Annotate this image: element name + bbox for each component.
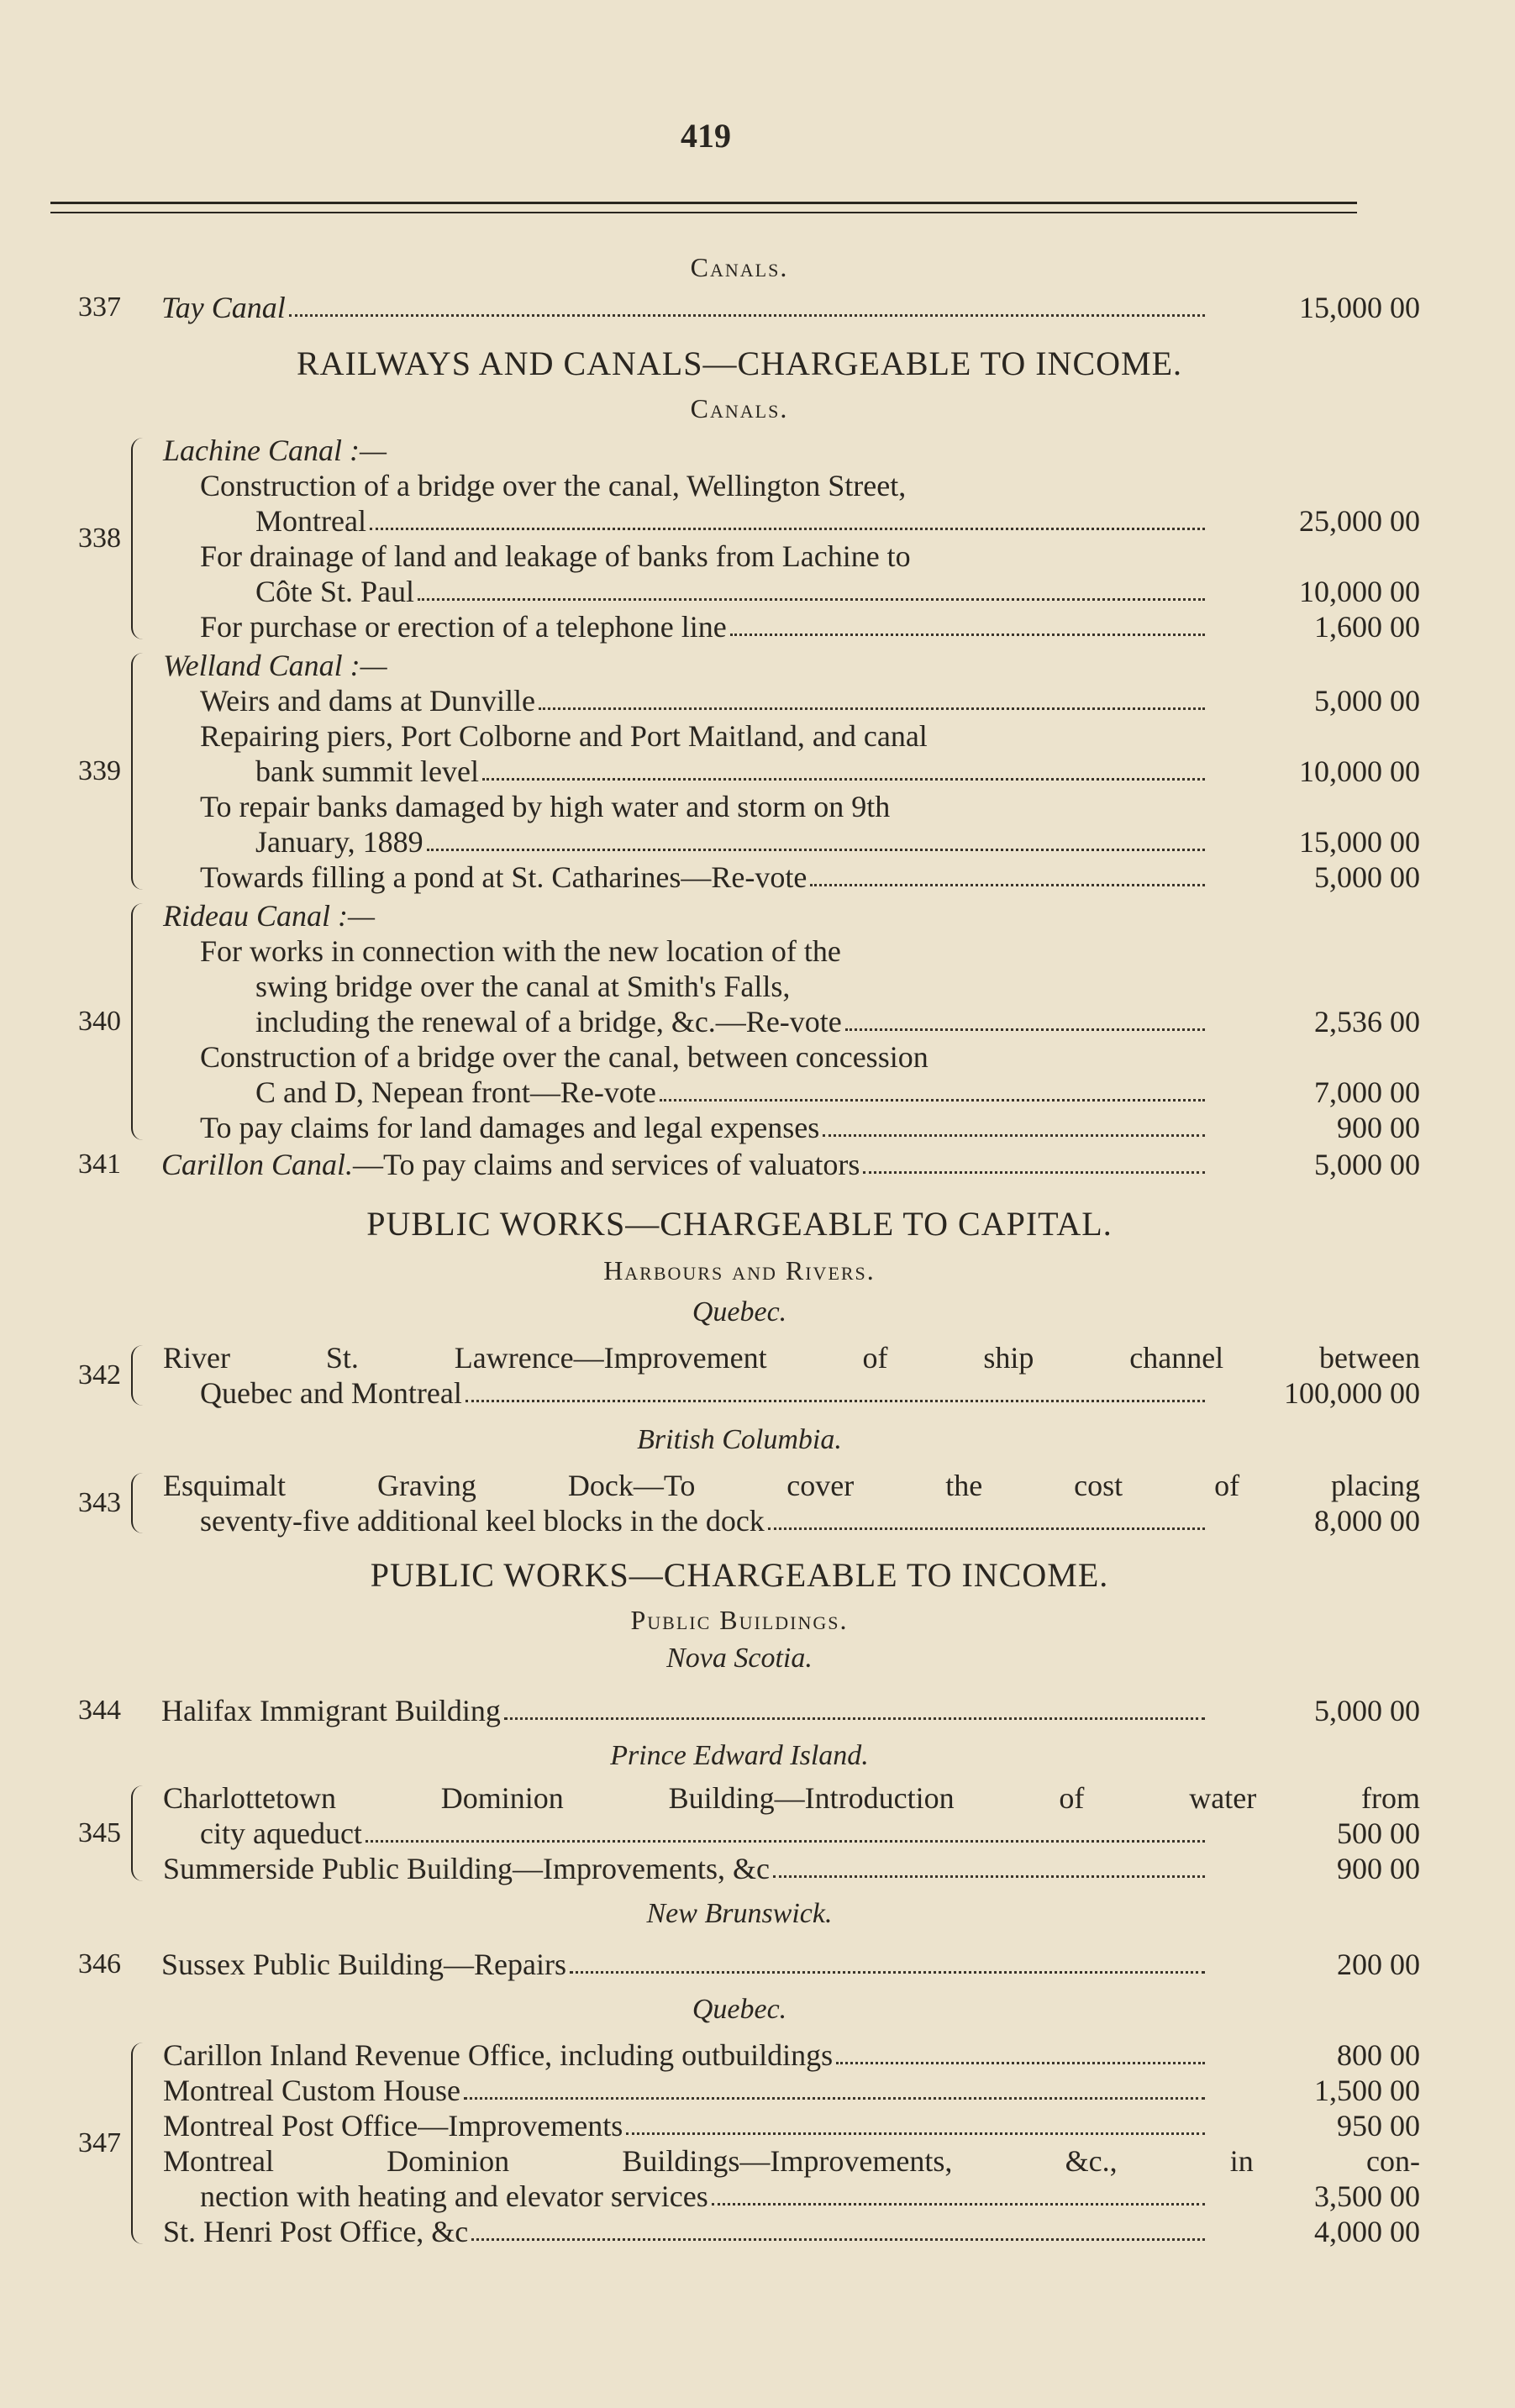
line-346 bbox=[161, 1947, 1420, 1982]
item-amount: 1,600 00 bbox=[1314, 610, 1420, 644]
group-title: Welland Canal :— bbox=[163, 649, 387, 682]
line-347-5 bbox=[163, 2214, 1420, 2249]
item-amount: 5,000 00 bbox=[1314, 860, 1420, 894]
header-rule bbox=[50, 202, 1357, 204]
line-340-1 bbox=[163, 1004, 1420, 1039]
item-amount: 500 00 bbox=[1337, 1817, 1420, 1850]
item-amount: 10,000 00 bbox=[1299, 575, 1420, 608]
line-339-3 bbox=[163, 824, 1420, 860]
line-text: For drainage of land and leakage of banks from Lachine to bbox=[200, 539, 911, 573]
line-text: River St. Lawrence—Improvement of ship channel between bbox=[163, 1341, 1420, 1375]
line-text: Côte St. Paul bbox=[255, 575, 415, 608]
item-amount: 5,000 00 bbox=[1314, 1694, 1420, 1727]
line-text: To repair banks damaged by high water and storm on 9th bbox=[200, 790, 891, 823]
item-label: Tay Canal bbox=[161, 291, 286, 324]
heading-public-works-income: PUBLIC WORKS—CHARGEABLE TO INCOME. bbox=[370, 1556, 1109, 1594]
line-344 bbox=[161, 1693, 1420, 1728]
item-number: 337 bbox=[78, 292, 121, 323]
line-text: Carillon Inland Revenue Office, including outbuildings bbox=[163, 2038, 834, 2072]
item-346 bbox=[59, 1947, 1420, 1982]
item-341 bbox=[59, 1147, 1420, 1182]
item-amount: 2,536 00 bbox=[1314, 1005, 1420, 1038]
line-text: nection with heating and elevator services bbox=[200, 2179, 708, 2213]
item-344 bbox=[59, 1693, 1420, 1728]
item-337 bbox=[59, 290, 1420, 325]
item-number: 342 bbox=[78, 1359, 121, 1391]
line-339-4 bbox=[163, 860, 1420, 895]
heading-harbours-rivers: Harbours and Rivers. bbox=[603, 1255, 876, 1285]
item-number: 343 bbox=[78, 1487, 121, 1518]
line-347-4 bbox=[163, 2179, 1420, 2214]
line-text: Montreal bbox=[255, 504, 366, 538]
subheading-new-brunswick: New Brunswick. bbox=[646, 1898, 833, 1929]
item-number: 341 bbox=[78, 1149, 121, 1180]
subheading-british-columbia: British Columbia. bbox=[637, 1424, 842, 1455]
line-340-3 bbox=[163, 1110, 1420, 1145]
line-text: Summerside Public Building—Improvements, &c bbox=[163, 1852, 770, 1885]
group-title: Rideau Canal :— bbox=[163, 899, 375, 933]
item-342 bbox=[59, 1340, 1420, 1411]
line-text: bank summit level bbox=[255, 754, 479, 788]
line-text: To pay claims for land damages and legal expenses bbox=[200, 1111, 820, 1144]
heading-public-works-capital: PUBLIC WORKS—CHARGEABLE TO CAPITAL. bbox=[366, 1205, 1113, 1243]
line-text: Montreal Post Office—Improvements bbox=[163, 2109, 623, 2142]
subheading-pei: Prince Edward Island. bbox=[610, 1740, 869, 1771]
line-text: C and D, Nepean front—Re-vote bbox=[255, 1075, 656, 1109]
item-amount: 3,500 00 bbox=[1314, 2179, 1420, 2213]
item-amount: 8,000 00 bbox=[1314, 1504, 1420, 1538]
line-338-2 bbox=[163, 574, 1420, 609]
item-amount: 15,000 00 bbox=[1299, 291, 1420, 324]
line-347-1 bbox=[163, 2037, 1420, 2073]
group-345 bbox=[59, 1780, 1420, 1886]
line-text: Montreal Custom House bbox=[163, 2074, 460, 2107]
line-text: Repairing piers, Port Colborne and Port Maitland, and canal bbox=[200, 719, 928, 753]
line-text: city aqueduct bbox=[200, 1817, 362, 1850]
item-amount: 900 00 bbox=[1337, 1852, 1420, 1885]
line-345-1 bbox=[163, 1816, 1420, 1851]
heading-railways-income: RAILWAYS AND CANALS—CHARGEABLE TO INCOME. bbox=[296, 344, 1183, 382]
line-text: Montreal Dominion Buildings—Improvements, &c., in con- bbox=[163, 2144, 1420, 2178]
line-text: St. Henri Post Office, &c bbox=[163, 2215, 469, 2248]
line-text: seventy-five additional keel blocks in the dock bbox=[200, 1504, 765, 1538]
line-text: including the renewal of a bridge, &c.—Re-vote bbox=[255, 1005, 842, 1038]
subheading-quebec: Quebec. bbox=[692, 1296, 787, 1328]
line-text: Towards filling a pond at St. Catharines—Re-vote bbox=[200, 860, 807, 894]
header-rule-thin bbox=[50, 212, 1357, 213]
heading-canals-2: Canals. bbox=[690, 393, 789, 423]
subheading-nova-scotia: Nova Scotia. bbox=[666, 1643, 813, 1674]
line-text: Charlottetown Dominion Building—Introduction of water from bbox=[163, 1781, 1420, 1815]
item-number: 340 bbox=[78, 1006, 121, 1037]
item-343 bbox=[59, 1468, 1420, 1538]
item-label: Halifax Immigrant Building bbox=[161, 1694, 501, 1727]
line-341 bbox=[161, 1147, 1420, 1182]
line-345-2 bbox=[163, 1851, 1420, 1886]
item-label: —To pay claims and services of valuators bbox=[353, 1148, 860, 1181]
group-title: Lachine Canal :— bbox=[163, 434, 387, 467]
item-amount: 10,000 00 bbox=[1299, 754, 1420, 788]
item-number: 338 bbox=[78, 523, 121, 554]
heading-public-buildings: Public Buildings. bbox=[630, 1605, 849, 1635]
line-338-3 bbox=[163, 609, 1420, 644]
line-339-1 bbox=[163, 683, 1420, 718]
item-amount: 900 00 bbox=[1337, 1111, 1420, 1144]
item-amount: 7,000 00 bbox=[1314, 1075, 1420, 1109]
line-340-2 bbox=[163, 1075, 1420, 1110]
group-340 bbox=[59, 898, 1420, 1145]
line-338-1 bbox=[163, 503, 1420, 539]
item-amount: 5,000 00 bbox=[1314, 684, 1420, 718]
item-amount: 200 00 bbox=[1337, 1948, 1420, 1981]
group-339 bbox=[59, 648, 1420, 895]
item-number: 345 bbox=[78, 1817, 121, 1848]
group-338 bbox=[59, 433, 1420, 644]
group-347 bbox=[59, 2037, 1420, 2249]
item-amount: 4,000 00 bbox=[1314, 2215, 1420, 2248]
line-347-3 bbox=[163, 2108, 1420, 2143]
item-amount: 1,500 00 bbox=[1314, 2074, 1420, 2107]
heading-canals: Canals. bbox=[690, 252, 789, 282]
line-text: Quebec and Montreal bbox=[200, 1376, 462, 1410]
estimates-content bbox=[59, 252, 1420, 2249]
item-label: Sussex Public Building—Repairs bbox=[161, 1948, 567, 1981]
line-343 bbox=[163, 1503, 1420, 1538]
item-amount: 100,000 00 bbox=[1284, 1376, 1420, 1410]
item-number: 339 bbox=[78, 755, 121, 786]
page-number: 419 bbox=[681, 117, 731, 155]
item-number: 347 bbox=[78, 2127, 121, 2158]
item-amount: 15,000 00 bbox=[1299, 825, 1420, 859]
item-number: 346 bbox=[78, 1948, 121, 1980]
line-text: Esquimalt Graving Dock—To cover the cost of placing bbox=[163, 1469, 1420, 1502]
item-amount: 800 00 bbox=[1337, 2038, 1420, 2072]
subheading-quebec-2: Quebec. bbox=[692, 1994, 787, 2025]
line-337 bbox=[161, 290, 1420, 325]
item-amount: 25,000 00 bbox=[1299, 504, 1420, 538]
line-text: Construction of a bridge over the canal, Wellington Street, bbox=[200, 469, 907, 502]
line-text: Construction of a bridge over the canal, between concession bbox=[200, 1040, 928, 1074]
item-label-italic: Carillon Canal. bbox=[161, 1148, 354, 1181]
line-text: For purchase or erection of a telephone line bbox=[200, 610, 727, 644]
line-text: swing bridge over the canal at Smith's Falls, bbox=[255, 970, 791, 1003]
item-amount: 5,000 00 bbox=[1314, 1148, 1420, 1181]
line-342 bbox=[163, 1375, 1420, 1411]
line-text: For works in connection with the new location of the bbox=[200, 934, 841, 968]
line-339-2 bbox=[163, 754, 1420, 789]
item-amount: 950 00 bbox=[1337, 2109, 1420, 2142]
item-number: 344 bbox=[78, 1695, 121, 1726]
line-text: January, 1889 bbox=[255, 825, 423, 859]
line-347-2 bbox=[163, 2073, 1420, 2108]
line-text: Weirs and dams at Dunville bbox=[200, 684, 536, 718]
